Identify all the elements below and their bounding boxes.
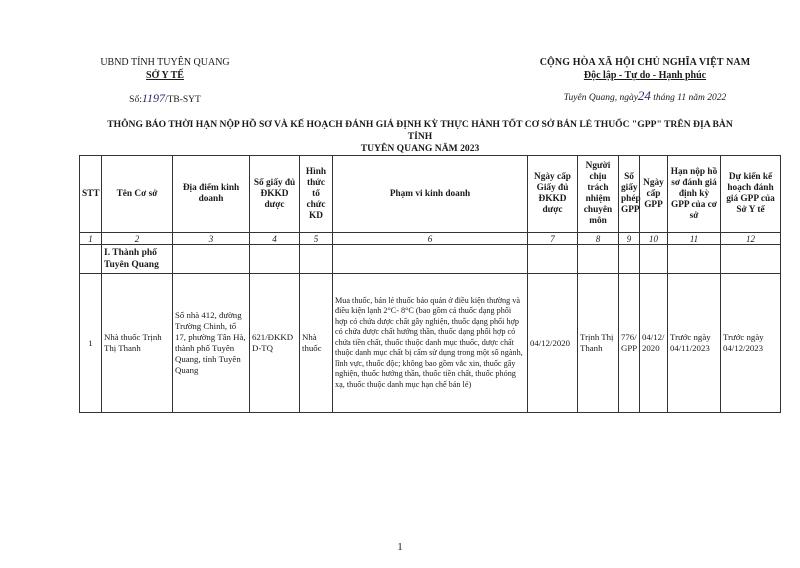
cell-name: Nhà thuốc Trịnh Thị Thanh [102,274,173,413]
cell-org-form: Nhà thuốc [300,274,333,413]
title-line-2: TUYÊN QUANG NĂM 2023 [360,143,480,154]
date-prefix: Tuyên Quang, ngày [563,93,638,103]
department-name: SỞ Y TẾ [146,70,184,81]
header-cell: Hình thức tổ chức KD [300,156,333,233]
page-number: 1 [397,541,403,553]
date-handwritten: 24 [637,88,651,103]
document-number [70,92,260,107]
section-blank-cell [250,245,300,274]
cell-issue-date: 04/12/2020 [528,274,578,413]
column-number: 8 [578,233,619,245]
section-blank-cell [173,245,250,274]
header-cell: Ngày cấp Giấy đủ ĐKKD dược [528,156,578,233]
header-left [70,56,260,107]
column-number: 7 [528,233,578,245]
cell-address: Số nhà 412, đường Trường Chinh, tổ 17, phường Tân Hà, thành phố Tuyên Quang, tỉnh Tuyên Quang [173,274,250,413]
agency-name: UBND TỈNH TUYÊN QUANG [100,57,230,68]
header-cell: Người chịu trách nhiệm chuyên môn [578,156,619,233]
section-blank-cell [619,245,640,274]
column-number-row [80,233,781,245]
column-number: 1 [80,233,102,245]
number-prefix: Số: [129,95,142,105]
number-suffix: /TB-SYT [164,95,201,105]
cell-gpp-date: 04/12/ 2020 [640,274,668,413]
column-number: 6 [333,233,528,245]
column-number: 10 [640,233,668,245]
national-motto: Độc lập - Tự do - Hạnh phúc [583,70,707,81]
column-number: 3 [173,233,250,245]
header-cell: Địa điểm kinh doanh [173,156,250,233]
header-right [515,56,775,105]
cell-scope: Mua thuốc, bán lẻ thuốc bảo quản ở điều kiện thường và điều kiện lạnh 2°C- 8°C (bao gồm cả thuốc dạng phối hợp có chứa dược chất gây nghiện, thuốc dạng phối hợp có chứa dược chất hướng thần, thuốc dạng phối hợp có chứa tiền chất, thuốc thuộc danh mục thuốc, dược chất thuộc danh mục chất bị cấm sử dụng trong một số ngành, lĩnh vực, thuốc độc; không bao gồm vắc xin, thuốc gây nghiện, thuốc hướng thần, thuốc tiền chất, thuốc phóng xạ, thuốc thuộc danh mục hạn chế bán lẻ) [333,274,528,413]
cell-gpp-no: 776/ GPP [619,274,640,413]
header-cell: Phạm vi kinh doanh [333,156,528,233]
column-number: 2 [102,233,173,245]
cell-stt: 1 [80,274,102,413]
column-number: 9 [619,233,640,245]
cell-responsible: Trịnh Thị Thanh [578,274,619,413]
section-blank-cell [333,245,528,274]
header-cell: Tên Cơ sở [102,156,173,233]
title-line-1: THÔNG BÁO THỜI HẠN NỘP HỒ SƠ VÀ KẾ HOẠCH ĐÁNH GIÁ ĐỊNH KỲ THỰC HÀNH TỐT CƠ SỞ BÁN LẺ THUỐC "GPP" TRÊN ĐỊA BÀN TỈNH [107,119,733,142]
header-cell: Ngày cấp GPP [640,156,668,233]
section-blank-cell [300,245,333,274]
header-cell: STT [80,156,102,233]
section-blank-cell [578,245,619,274]
column-number: 11 [668,233,721,245]
table-header-row [80,156,781,233]
header-cell: Số giấy phép GPP [619,156,640,233]
section-title: I. Thành phố Tuyên Quang [102,245,173,274]
section-blank-cell [80,245,102,274]
section-blank-cell [721,245,781,274]
number-handwritten: 1197 [141,91,165,105]
header-cell: Số giấy đủ ĐKKD dược [250,156,300,233]
date-suffix: tháng 11 năm 2022 [653,93,727,103]
header-cell: Hạn nộp hồ sơ đánh giá định kỳ GPP của cơ sở [668,156,721,233]
pharmacy-table [79,155,781,413]
column-number: 5 [300,233,333,245]
section-blank-cell [668,245,721,274]
document-date [515,89,775,105]
table-row [80,274,781,413]
country-name: CỘNG HÒA XÃ HỘI CHỦ NGHĨA VIỆT NAM [539,57,751,68]
section-row [80,245,781,274]
header-cell: Dự kiến kế hoạch đánh giá GPP của Sở Y tế [721,156,781,233]
cell-plan: Trước ngày 04/12/2023 [721,274,781,413]
section-blank-cell [528,245,578,274]
column-number: 12 [721,233,781,245]
cell-license-no: 621/ĐKKD D-TQ [250,274,300,413]
cell-deadline: Trước ngày 04/11/2023 [668,274,721,413]
document-title [100,119,740,155]
column-number: 4 [250,233,300,245]
section-blank-cell [640,245,668,274]
